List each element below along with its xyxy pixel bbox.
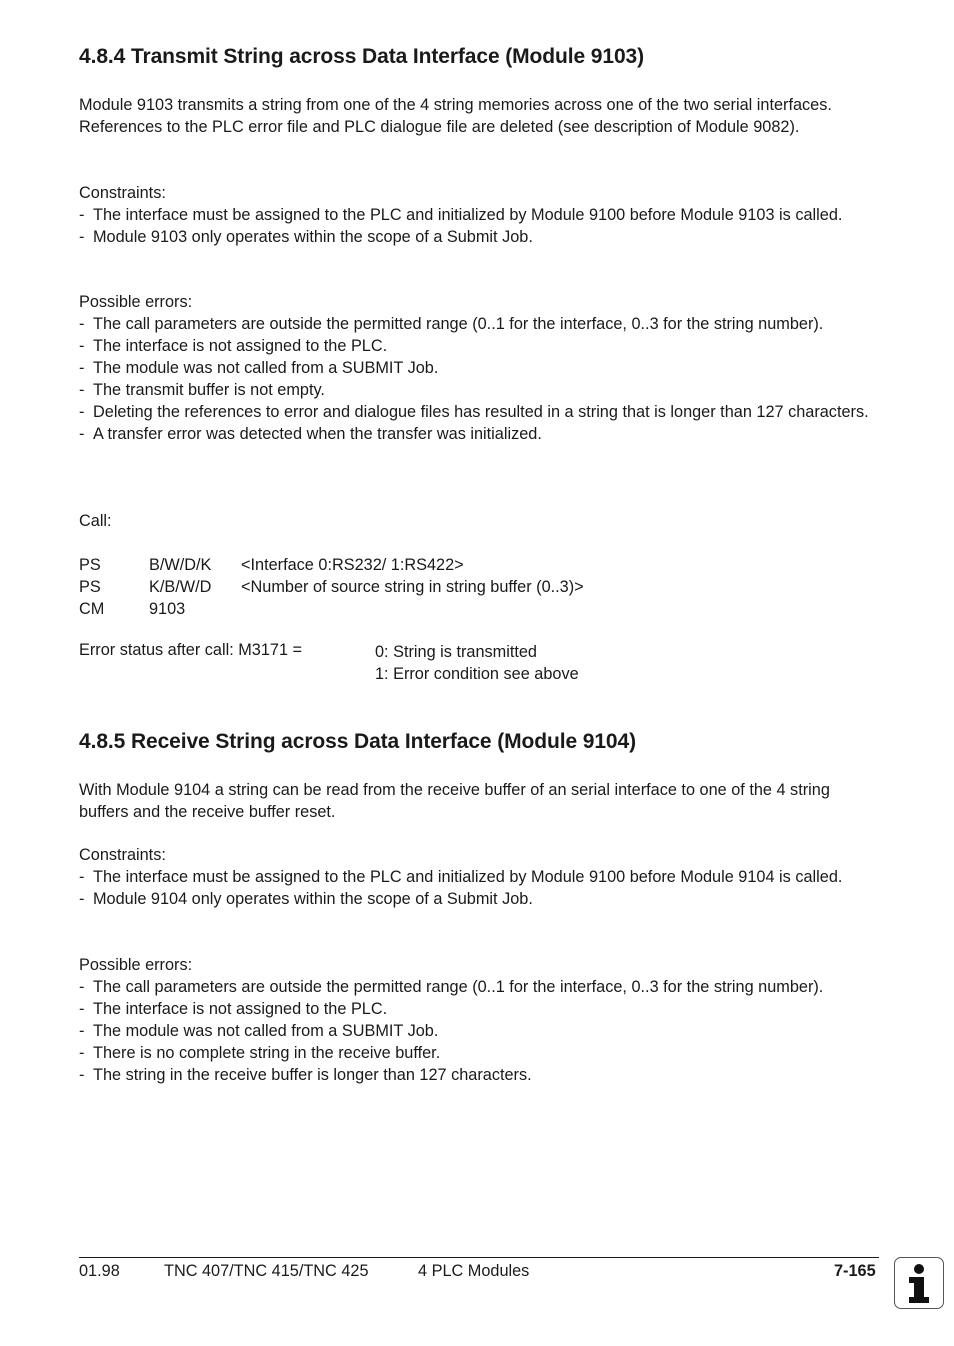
call-desc: <Number of source string in string buffer (0..3)> xyxy=(241,578,584,596)
call-type: 9103 xyxy=(149,600,186,618)
constraints-label: Constraints: xyxy=(79,184,166,202)
list-item: - Deleting the references to error and dialogue files has resulted in a string that is longer than 127 characters. xyxy=(79,401,874,423)
error-status-value: 0: String is transmitted xyxy=(375,643,537,661)
errors-list xyxy=(79,313,874,445)
list-item: - The interface must be assigned to the PLC and initialized by Module 9100 before Module 9103 is called. xyxy=(79,204,874,226)
call-cmd: PS xyxy=(79,578,101,596)
footer-chapter: 4 PLC Modules xyxy=(418,1262,530,1280)
list-item: - The module was not called from a SUBMIT Job. xyxy=(79,357,874,379)
list-item: - A transfer error was detected when the transfer was initialized. xyxy=(79,423,874,445)
constraints-label: Constraints: xyxy=(79,846,166,864)
errors-label: Possible errors: xyxy=(79,293,193,311)
list-item: - The interface is not assigned to the PLC. xyxy=(79,335,874,357)
list-item: - The module was not called from a SUBMIT Job. xyxy=(79,1020,874,1042)
section-heading-9103: 4.8.4 Transmit String across Data Interface (Module 9103) xyxy=(79,45,645,68)
call-row xyxy=(79,554,464,576)
errors-list xyxy=(79,976,874,1086)
list-item: - The interface is not assigned to the PLC. xyxy=(79,998,874,1020)
footer-divider xyxy=(79,1257,879,1258)
section-intro-9103: Module 9103 transmits a string from one of the 4 string memories across one of the two serial interfaces. References to the PLC error file and PLC dialogue file are deleted (see description of Module 9082). xyxy=(79,96,832,136)
constraints-list xyxy=(79,204,874,248)
page-number: 7-165 xyxy=(834,1262,876,1280)
call-desc: <Interface 0:RS232/ 1:RS422> xyxy=(241,556,464,574)
call-row xyxy=(79,598,241,620)
list-item: - The call parameters are outside the permitted range (0..1 for the interface, 0..3 for the string number). xyxy=(79,976,874,998)
error-status-value: 1: Error condition see above xyxy=(375,665,579,683)
section-heading-9104: 4.8.5 Receive String across Data Interface (Module 9104) xyxy=(79,730,636,753)
call-cmd: CM xyxy=(79,600,105,618)
list-item: - Module 9104 only operates within the scope of a Submit Job. xyxy=(79,888,874,910)
footer-product: TNC 407/TNC 415/TNC 425 xyxy=(164,1262,369,1280)
call-row xyxy=(79,576,584,598)
list-item: - The string in the receive buffer is longer than 127 characters. xyxy=(79,1064,874,1086)
call-label: Call: xyxy=(79,512,112,530)
list-item: - The call parameters are outside the permitted range (0..1 for the interface, 0..3 for the string number). xyxy=(79,313,874,335)
call-cmd: PS xyxy=(79,556,101,574)
call-type: B/W/D/K xyxy=(149,556,212,574)
footer-date: 01.98 xyxy=(79,1262,120,1280)
error-status-label: Error status after call: M3171 = xyxy=(79,641,303,659)
list-item: - Module 9103 only operates within the scope of a Submit Job. xyxy=(79,226,874,248)
list-item: - The interface must be assigned to the PLC and initialized by Module 9100 before Module 9104 is called. xyxy=(79,866,874,888)
info-glyph xyxy=(895,1258,942,1307)
errors-label: Possible errors: xyxy=(79,956,193,974)
constraints-list xyxy=(79,866,874,910)
list-item: - The transmit buffer is not empty. xyxy=(79,379,874,401)
list-item: - There is no complete string in the receive buffer. xyxy=(79,1042,874,1064)
call-type: K/B/W/D xyxy=(149,578,212,596)
info-icon xyxy=(894,1257,944,1309)
section-intro-9104: With Module 9104 a string can be read from the receive buffer of an serial interface to one of the 4 string buffers and the receive buffer reset. xyxy=(79,781,830,821)
